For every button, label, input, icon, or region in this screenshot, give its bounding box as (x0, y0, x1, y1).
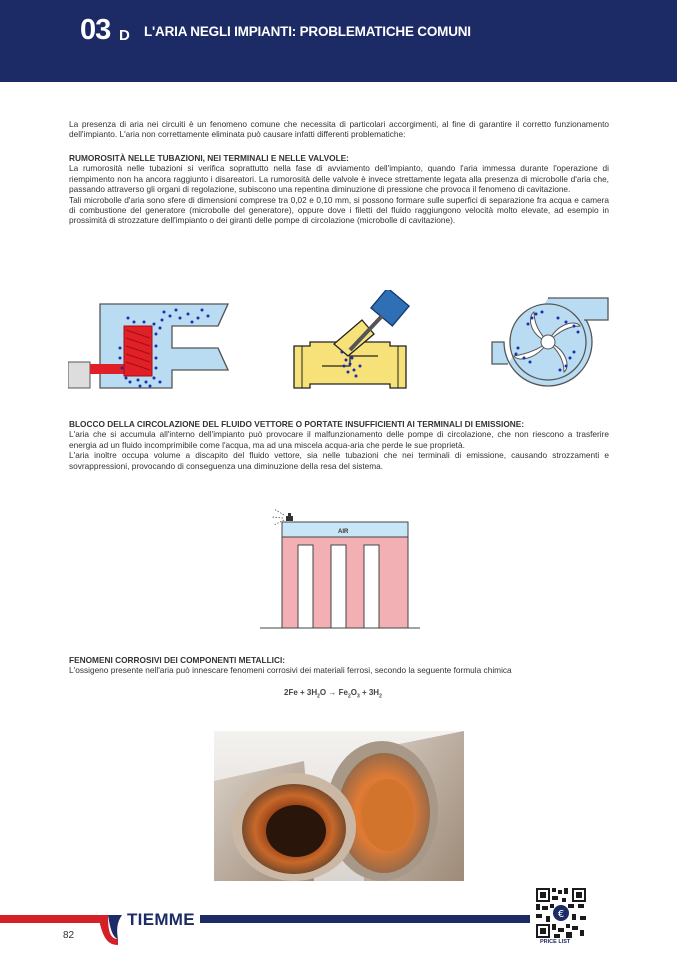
page-number: 82 (63, 930, 75, 941)
footer-red-line (0, 915, 108, 923)
section-corrosion-heading: FENOMENI CORROSIVI DEI COMPONENTI METALLICI: (69, 655, 286, 665)
section-circulation-text-1: L'aria che si accumula all'interno dell'impianto può provocare il malfunzionamento delle pompe di circolazione, che non riescono a trasferire energia ad un fluido incomprimibile come l'acqua, ma ad una miscela acqua-aria che perde le sue proprietà. (69, 429, 609, 450)
section-noise-heading: RUMOROSITÀ NELLE TUBAZIONI, NEI TERMINALI E NELLE VALVOLE: (69, 153, 349, 163)
section-circulation-text-2: L'aria inoltre occupa volume a discapito del fluido vettore, sia nelle tubazioni che nei terminali di emissione, causando strozzamenti e sovrappressioni, provocando di conseguenza una diminuzione della resa del sistema. (69, 450, 609, 471)
qr-label: PRICE LIST (540, 939, 571, 945)
chemical-formula: $2Fe + 3H_2O \to Fe_2O_3 + 3H_2$ (284, 688, 382, 700)
intro-paragraph (69, 119, 609, 140)
section-noise (69, 153, 609, 226)
section-corrosion (69, 655, 609, 676)
section-noise-text-2: Tali microbolle d'aria sono sfere di dimensioni comprese tra 0,02 e 0,10 mm, si possono formare sulle superfici di separazione fra acqua e camera di combustione del generatore (microbolle del generatore), oppure dove i filetti del fluido raggiungono velocità molto elevate, ad esempio in prossimità di strozzature dell'impianto o dei giranti delle pompe di circolazione (microbolle di cavitazione). (69, 194, 609, 226)
corroded-pipes-photo (214, 731, 464, 881)
section-circulation (69, 419, 609, 471)
valve-cavitation-figure (290, 290, 410, 390)
section-corrosion-text: L'ossigeno presente nell'aria può innescare fenomeni corrosivi dei materiali ferrosi, secondo la seguente formula chimica (69, 665, 512, 676)
footer-blue-line (200, 915, 530, 923)
page-header (0, 0, 677, 82)
brand-logo: TIEMME (127, 910, 195, 929)
footer-curve (98, 915, 128, 945)
chapter-letter: D (119, 27, 130, 44)
generator-microbubbles-figure (68, 298, 238, 390)
pump-impeller-figure (488, 292, 613, 392)
section-circulation-heading: BLOCCO DELLA CIRCOLAZIONE DEL FLUIDO VETTORE O PORTATE INSUFFICIENTI AI TERMINALI DI EMISSIONE: (69, 419, 525, 429)
intro-text: La presenza di aria nei circuiti è un fenomeno comune che necessita di particolari accorgimenti, al fine di garantire il corretto funzionamento dell'impianto. L'aria non correttamente eliminata può causare infatti differenti problematiche: (69, 119, 609, 140)
section-noise-text-1: La rumorosità nelle tubazioni si verifica soprattutto nella fase di avviamento dell'impianto, quando l'aria immessa durante l'operazione di riempimento non ha ancora raggiunto i disareatori. La rumorosità delle valvole è invece strettamente legata alla presenza di microbolle d'aria che, passando attraverso gli organi di regolazione, subiscono una repentina diminuzione di pressione che provoca il fenomeno di cavitazione. (69, 163, 609, 195)
page-title: L'ARIA NEGLI IMPIANTI: PROBLEMATICHE COMUNI (144, 24, 471, 39)
radiator-air-figure (260, 505, 420, 630)
svg-text:€: € (557, 909, 565, 921)
qr-code-icon[interactable] (536, 888, 586, 938)
air-label: AIR (338, 529, 349, 535)
chapter-number: 03 (80, 14, 111, 46)
